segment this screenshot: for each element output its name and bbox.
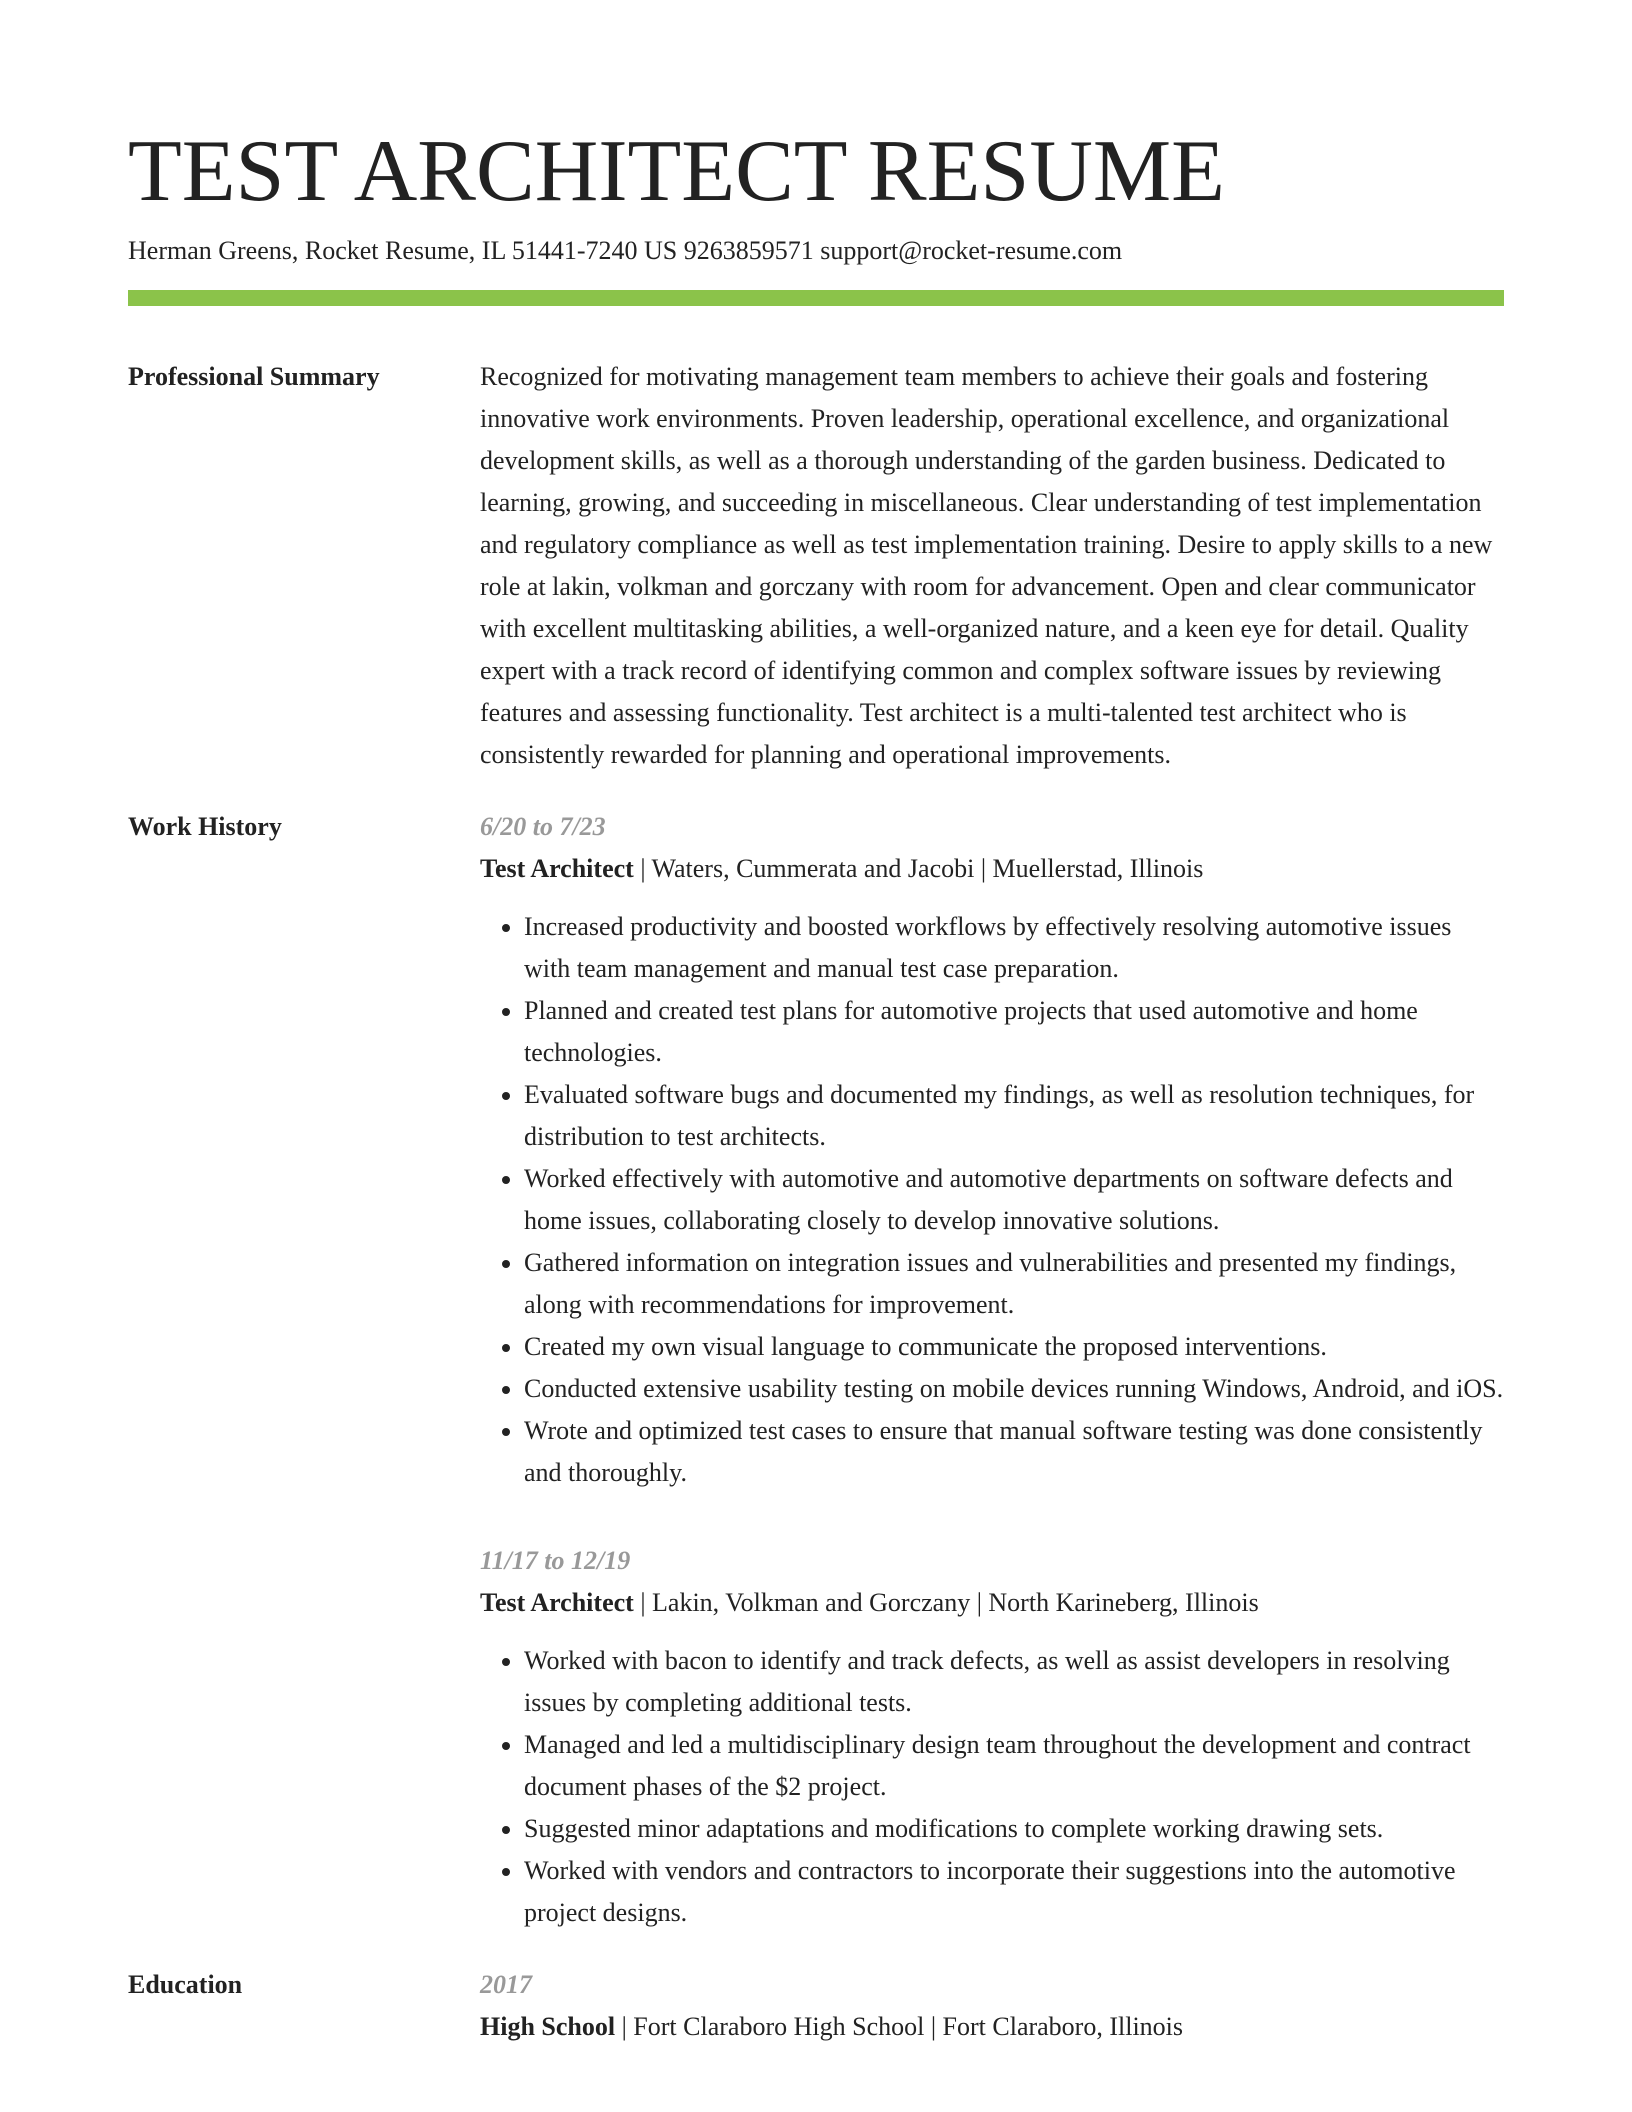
list-item: • Worked with bacon to identify and track defects, as well as assist developers in resolving issues by completing additional tests.: [524, 1640, 1504, 1724]
job-dates: 11/17 to 12/19: [480, 1546, 631, 1575]
job-heading: [480, 1582, 1504, 1624]
work-history-label: Work History: [128, 812, 282, 841]
job-dates: 6/20 to 7/23: [480, 812, 606, 841]
job-entry: [480, 806, 1504, 1494]
list-item: • Managed and led a multidisciplinary design team throughout the development and contract document phases of the $2 project.: [524, 1724, 1504, 1808]
education-details: | Fort Claraboro High School | Fort Claraboro, Illinois: [615, 2012, 1184, 2041]
summary-body: [480, 356, 1504, 776]
education-section: [128, 1964, 1504, 2048]
education-heading: [480, 2006, 1504, 2048]
job-entry: [480, 1540, 1504, 1934]
education-degree: High School: [480, 2012, 616, 2041]
job-details: | Waters, Cummerata and Jacobi | Muellerstad, Illinois: [633, 854, 1204, 883]
list-item: • Planned and created test plans for automotive projects that used automotive and home technologies.: [524, 990, 1504, 1074]
header-divider: [128, 290, 1504, 306]
job-details: | Lakin, Volkman and Gorczany | North Karineberg, Illinois: [633, 1588, 1259, 1617]
list-item: • Conducted extensive usability testing on mobile devices running Windows, Android, and iOS.: [524, 1368, 1504, 1410]
summary-section: [128, 356, 1504, 776]
work-history-body: [480, 806, 1504, 1934]
work-history-section: [128, 806, 1504, 1934]
list-item: • Suggested minor adaptations and modifications to complete working drawing sets.: [524, 1808, 1504, 1850]
education-year: 2017: [480, 1970, 532, 1999]
list-item: • Wrote and optimized test cases to ensure that manual software testing was done consistently and thoroughly.: [524, 1410, 1504, 1494]
education-label: Education: [128, 1970, 243, 1999]
summary-text: Recognized for motivating management team members to achieve their goals and fostering innovative work environments. Proven leadership, operational excellence, and organizational development skills, as well as a thorough understanding of the garden business. Dedicated to learning, growing, and succeeding in miscellaneous. Clear understanding of test implementation and regulatory compliance as well as test implementation training. Desire to apply skills to a new role at lakin, volkman and gorczany with room for advancement. Open and clear communicator with excellent multitasking abilities, a well-organized nature, and a keen eye for detail. Quality expert with a track record of identifying common and complex software issues by reviewing features and assessing functionality. Test architect is a multi-talented test architect who is consistently rewarded for planning and operational improvements.: [480, 362, 1493, 769]
job-heading: [480, 848, 1504, 890]
list-item: • Increased productivity and boosted workflows by effectively resolving automotive issues with team management and manual test case preparation.: [524, 906, 1504, 990]
job-bullets: [480, 906, 1504, 1494]
list-item: • Worked effectively with automotive and automotive departments on software defects and home issues, collaborating closely to develop innovative solutions.: [524, 1158, 1504, 1242]
list-item: • Created my own visual language to communicate the proposed interventions.: [524, 1326, 1504, 1368]
job-bullets: [480, 1640, 1504, 1934]
list-item: • Evaluated software bugs and documented my findings, as well as resolution techniques, for distribution to test architects.: [524, 1074, 1504, 1158]
resume-page: [128, 0, 1504, 2048]
summary-label: Professional Summary: [128, 362, 380, 391]
list-item: • Gathered information on integration issues and vulnerabilities and presented my findings, along with recommendations for improvement.: [524, 1242, 1504, 1326]
education-body: [480, 1964, 1504, 2048]
job-title: Test Architect: [480, 854, 634, 883]
resume-title: TEST ARCHITECT RESUME: [128, 123, 1225, 220]
contact-line: Herman Greens, Rocket Resume, IL 51441-7240 US 9263859571 support@rocket-resume.com: [128, 236, 1123, 265]
job-title: Test Architect: [480, 1588, 634, 1617]
list-item: • Worked with vendors and contractors to incorporate their suggestions into the automotive project designs.: [524, 1850, 1504, 1934]
